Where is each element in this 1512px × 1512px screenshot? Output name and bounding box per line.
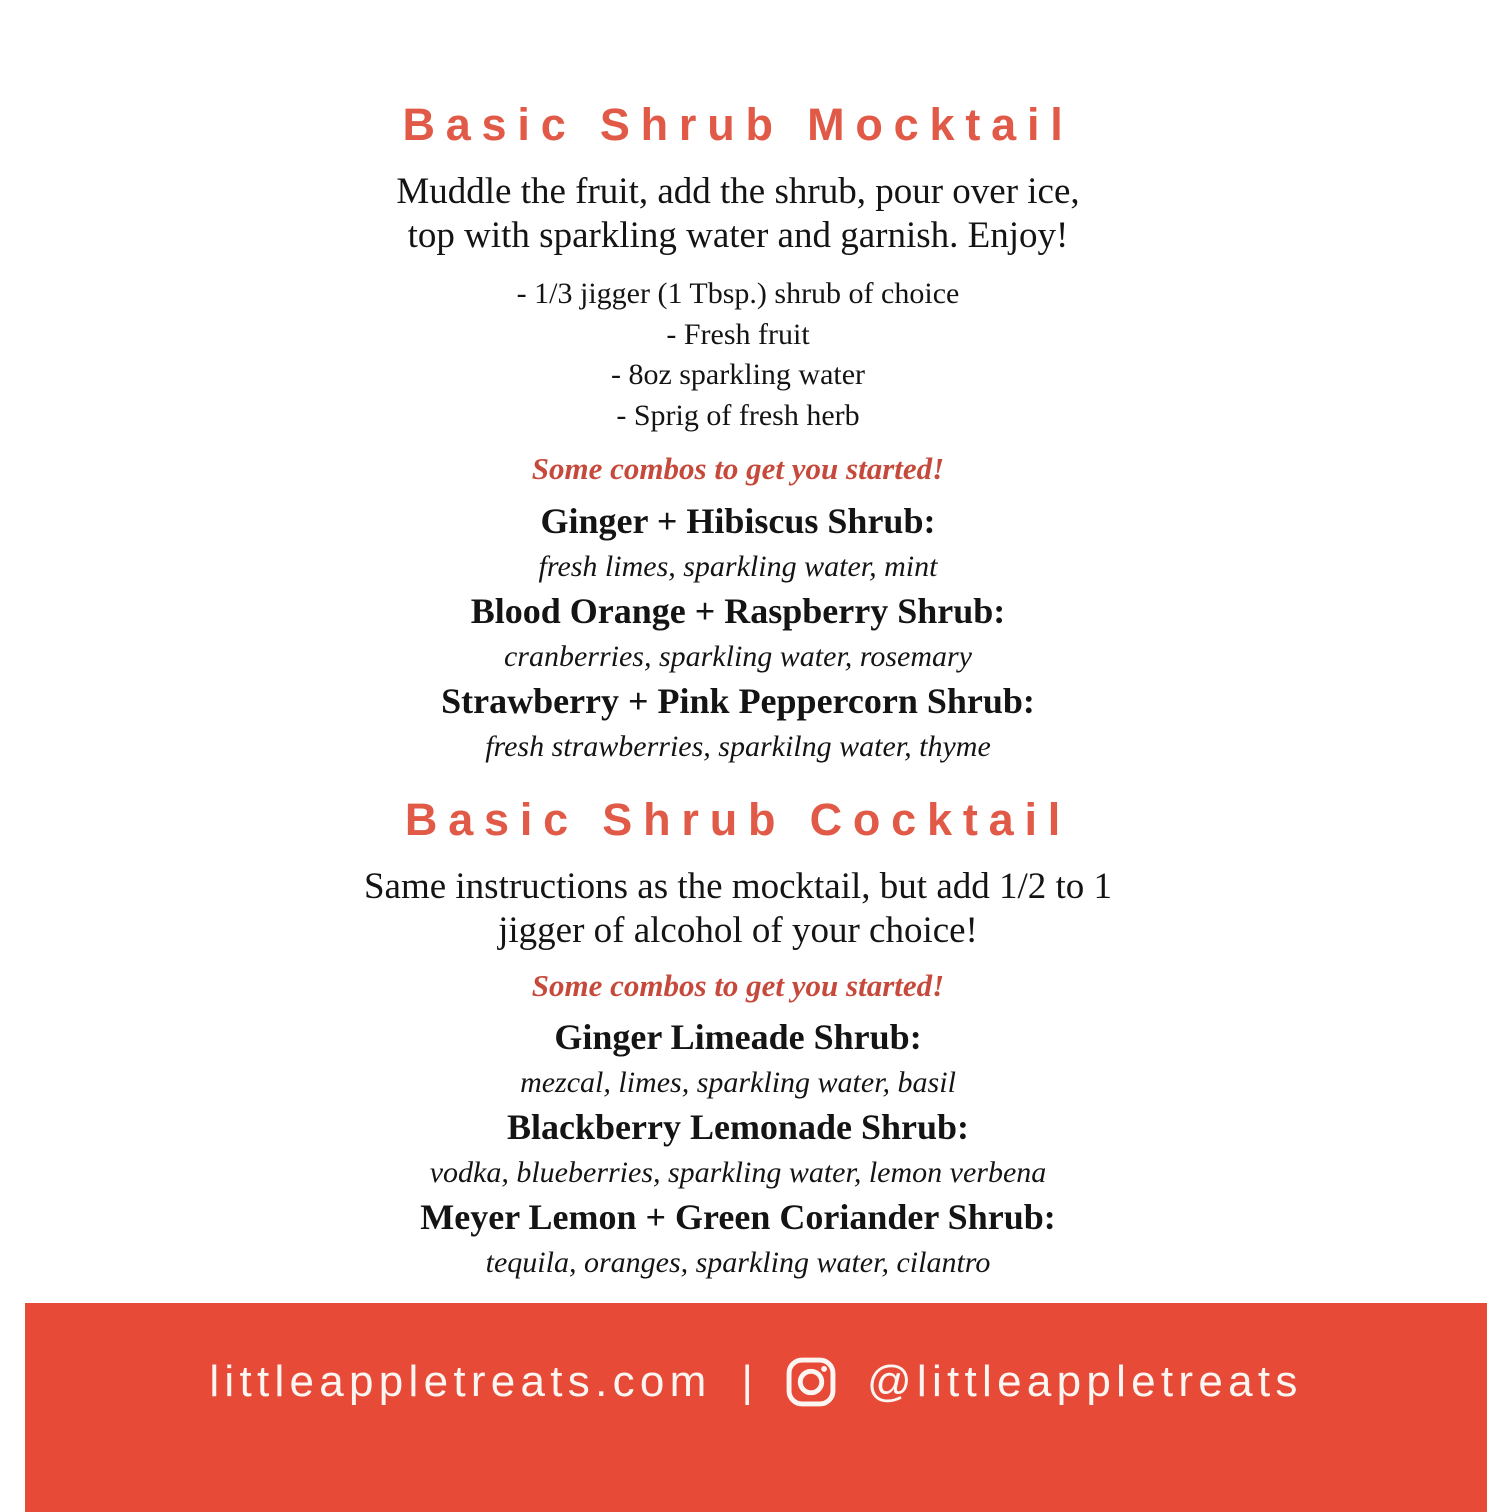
combo-name: Strawberry + Pink Peppercorn Shrub: <box>441 680 1035 721</box>
combo-ingredients: mezcal, limes, sparkling water, basil <box>520 1066 956 1100</box>
combo-item <box>0 499 1494 589</box>
combo-name: Ginger Limeade Shrub: <box>554 1017 922 1058</box>
cocktail-instructions-line1: Same instructions as the mocktail, but add 1/2 to 1 <box>363 866 1113 908</box>
footer-row <box>209 1351 1302 1413</box>
instagram-icon[interactable] <box>783 1354 839 1410</box>
combo-name: Blackberry Lemonade Shrub: <box>506 1107 970 1148</box>
ingredient-item: - Sprig of fresh herb <box>616 398 860 432</box>
mocktail-ingredient-list <box>0 274 1494 436</box>
cocktail-title: Basic Shrub Cocktail <box>404 793 1072 845</box>
combo-item <box>0 1195 1494 1285</box>
combo-name: Blood Orange + Raspberry Shrub: <box>470 590 1006 631</box>
combo-name: Ginger + Hibiscus Shrub: <box>540 500 936 541</box>
combo-ingredients: fresh strawberries, sparkilng water, thyme <box>485 729 991 763</box>
footer-bar <box>25 1303 1487 1512</box>
cocktail-combo-list <box>0 1015 1494 1285</box>
mocktail-instructions-line1: Muddle the fruit, add the shrub, pour over ice, <box>396 171 1080 213</box>
instagram-handle[interactable]: @littleappletreats <box>866 1357 1303 1406</box>
mocktail-combos-intro: Some combos to get you started! <box>531 451 945 487</box>
mocktail-combo-list <box>0 499 1494 769</box>
combo-name: Meyer Lemon + Green Coriander Shrub: <box>420 1197 1056 1238</box>
ingredient-item: - 1/3 jigger (1 Tbsp.) shrub of choice <box>516 277 960 311</box>
ingredient-item: - 8oz sparkling water <box>610 358 866 392</box>
ingredient-item: - Fresh fruit <box>666 317 810 351</box>
combo-ingredients: tequila, oranges, sparkling water, cilantro <box>485 1246 991 1280</box>
mocktail-title: Basic Shrub Mocktail <box>402 99 1074 150</box>
cocktail-instructions <box>0 865 1494 953</box>
combo-ingredients: cranberries, sparkling water, rosemary <box>503 639 973 673</box>
mocktail-instructions <box>0 170 1494 258</box>
cocktail-combos-intro: Some combos to get you started! <box>531 968 945 1004</box>
cocktail-instructions-line2: jigger of alcohol of your choice! <box>498 910 978 952</box>
footer-separator: | <box>741 1357 753 1406</box>
website-link[interactable]: littleappletreats.com <box>209 1357 712 1406</box>
combo-item <box>0 1105 1494 1195</box>
combo-item <box>0 589 1494 679</box>
combo-ingredients: fresh limes, sparkling water, mint <box>538 549 938 583</box>
cocktail-section <box>0 795 1494 1286</box>
combo-item <box>0 679 1494 769</box>
combo-item <box>0 1015 1494 1105</box>
mocktail-instructions-line2: top with sparkling water and garnish. Enjoy! <box>407 215 1069 257</box>
combo-ingredients: vodka, blueberries, sparkling water, lemon verbena <box>429 1156 1047 1190</box>
